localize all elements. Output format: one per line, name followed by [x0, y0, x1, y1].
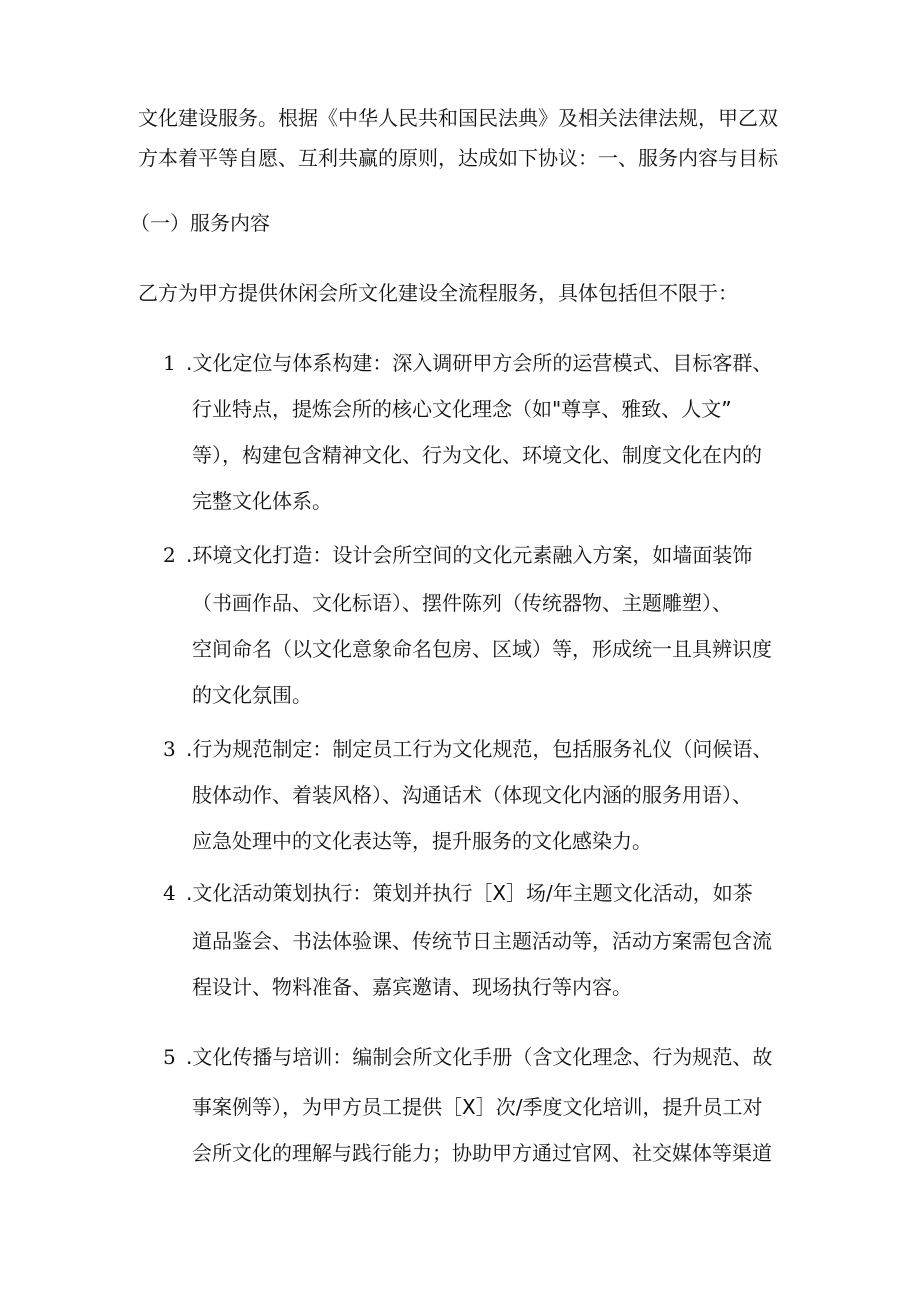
- list-item-line: 行业特点，提炼会所的核心文化理念（如"尊享、雅致、人文”: [192, 397, 732, 421]
- list-item-line: .文化传播与培训：编制会所文化手册（含文化理念、行为规范、故: [186, 1045, 773, 1069]
- list-item-line: .行为规范制定：制定员工行为文化规范，包括服务礼仪（问候语、: [186, 737, 773, 761]
- list-item-line: （书画作品、文化标语）、摆件陈列（传统器物、主题雕塑）、: [192, 591, 732, 615]
- list-item-line: 完整文化体系。: [192, 489, 332, 513]
- list-item-number: 1: [163, 351, 176, 375]
- list-item-number: 3: [163, 737, 176, 761]
- intro-line-2: 方本着平等自愿、互利共赢的原则，达成如下协议：一、服务内容与目标: [138, 146, 778, 170]
- list-item-number: 5: [163, 1045, 176, 1069]
- list-item-line: 道品鉴会、书法体验课、传统节日主题活动等，活动方案需包含流: [192, 929, 772, 953]
- list-item-line: .文化活动策划执行：策划并执行［X］场/年主题文化活动，如茶: [186, 881, 753, 905]
- lead-paragraph: 乙方为甲方提供休闲会所文化建设全流程服务，具体包括但不限于：: [138, 281, 738, 305]
- list-item-number: 2: [163, 543, 176, 567]
- list-item-line: 肢体动作、着装风格）、沟通话术（体现文化内涵的服务用语）、: [192, 783, 752, 807]
- list-item-line: 的文化氛围。: [192, 683, 312, 707]
- list-item-line: 应急处理中的文化表达等，提升服务的文化感染力。: [192, 829, 652, 853]
- list-item-line: .环境文化打造：设计会所空间的文化元素融入方案，如墙面装饰: [186, 543, 753, 567]
- section-heading: （一）服务内容: [130, 211, 270, 235]
- intro-line-1: 文化建设服务。根据《中华人民共和国民法典》及相关法律法规，甲乙双: [138, 106, 778, 130]
- list-item-line: 程设计、物料准备、嘉宾邀请、现场执行等内容。: [192, 975, 632, 999]
- list-item-line: 等），构建包含精神文化、行为文化、环境文化、制度文化在内的: [192, 443, 762, 467]
- list-item-line: 空间命名（以文化意象命名包房、区域）等，形成统一且具辨识度: [192, 637, 772, 661]
- list-item-number: 4: [163, 881, 176, 905]
- list-item-line: 事案例等），为甲方员工提供［X］次/季度文化培训，提升员工对: [192, 1095, 763, 1119]
- list-item-line: 会所文化的理解与践行能力；协助甲方通过官网、社交媒体等渠道: [192, 1141, 772, 1165]
- list-item-line: .文化定位与体系构建：深入调研甲方会所的运营模式、目标客群、: [186, 351, 773, 375]
